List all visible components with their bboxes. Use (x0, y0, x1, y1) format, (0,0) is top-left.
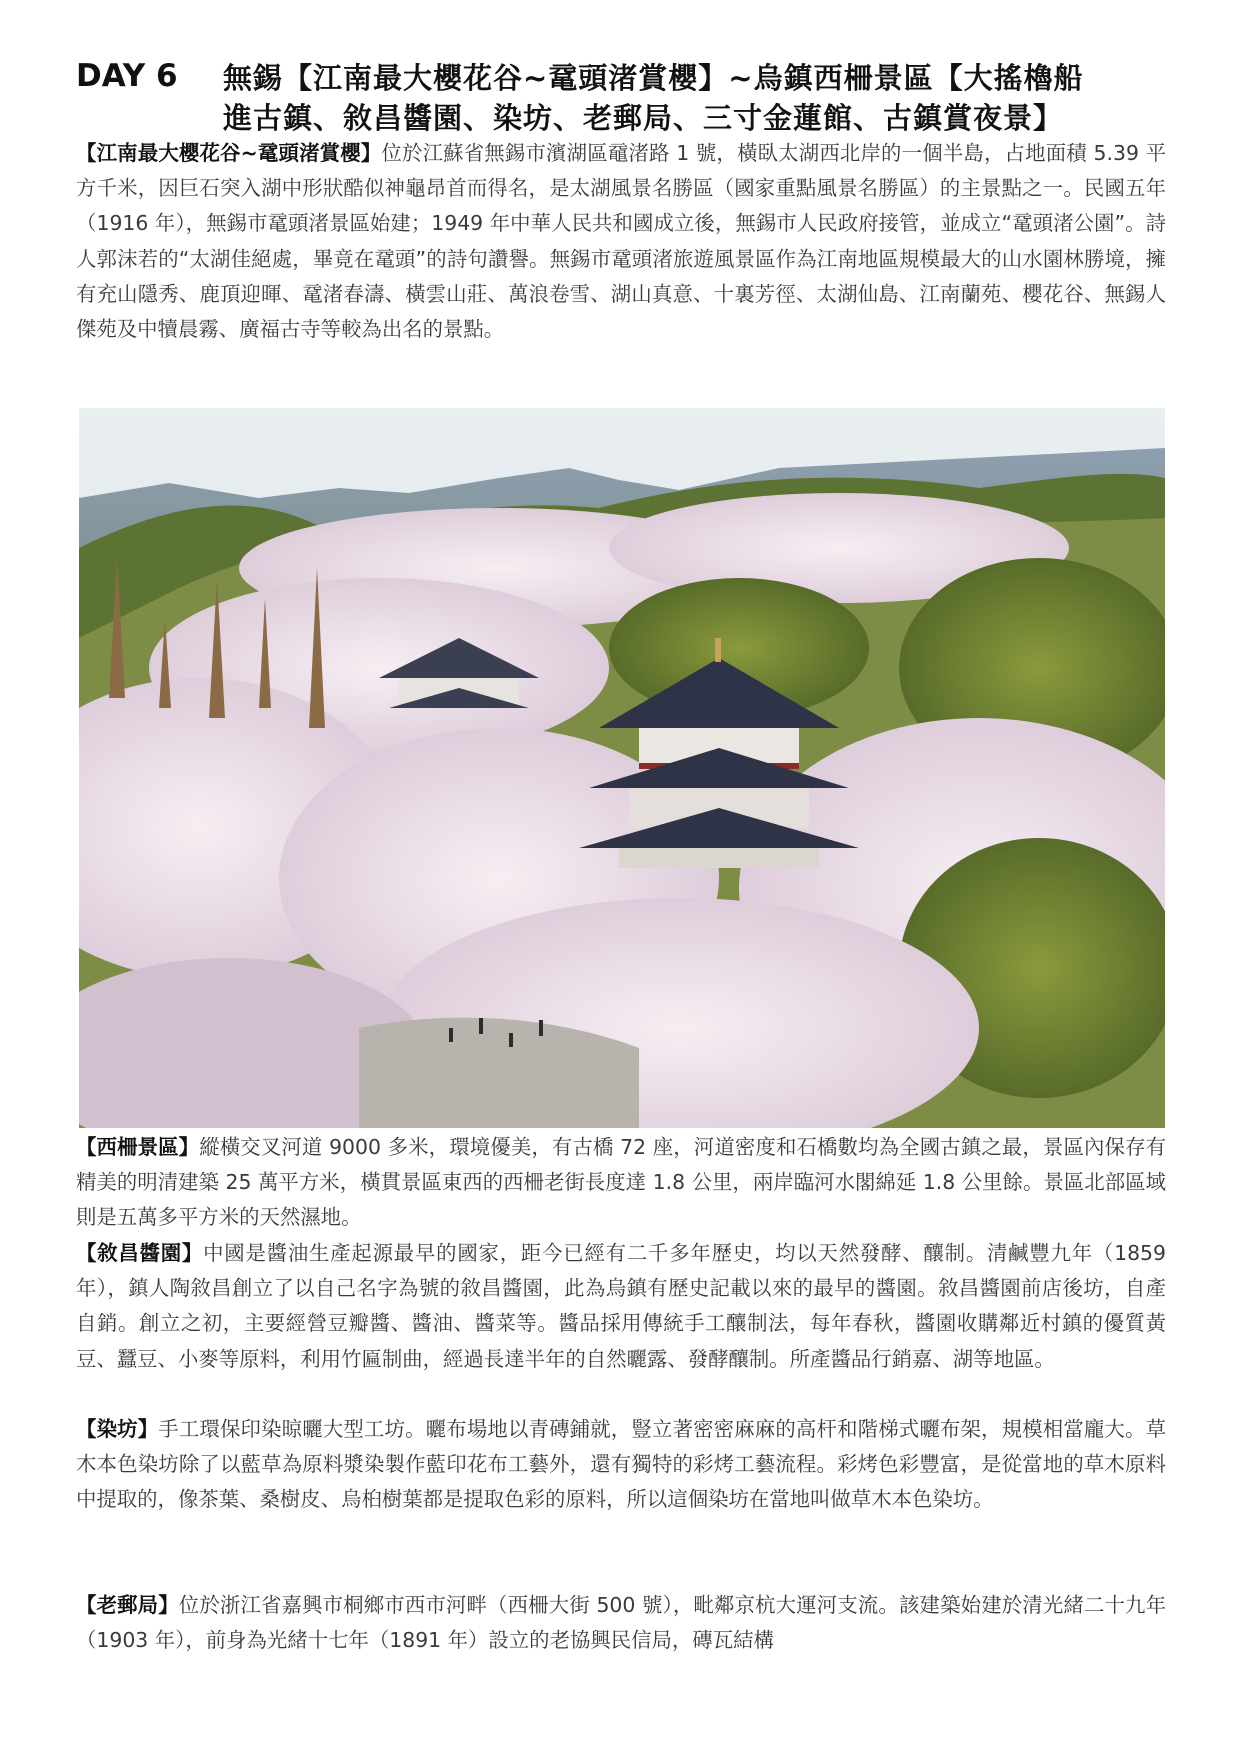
section-post-office (76, 1588, 1166, 1660)
section-heading: 【江南最大櫻花谷~鼋頭渚賞櫻】 (76, 141, 382, 165)
section-heading: 【敘昌醬園】 (76, 1241, 204, 1265)
section-xuchang (76, 1236, 1166, 1379)
section-text: 位於浙江省嘉興市桐鄉市西市河畔（西柵大街 500 號），毗鄰京杭大運河支流。該建築始建於清光緒二十九年（1903 年），前身為光緒十七年（1891 年）設立的老協興民信局，磚瓦結構 (76, 1593, 1166, 1653)
section-text: 中國是醬油生產起源最早的國家，距今已經有二千多年歷史，均以天然發酵、釀制。清鹹豐九年（1859 年），鎮人陶敘昌創立了以自己名字為號的敘昌醬園，此為烏鎮有歷史記載以來的最早的醬園。敘昌醬園前店後坊，自產自銷。創立之初，主要經營豆瓣醬、醬油、醬菜等。醬品採用傳統手工釀制法，每年春秋，醬園收購鄰近村鎮的優質黃豆、蠶豆、小麥等原料，利用竹匾制曲，經過長達半年的自然曬露、發酵釀制。所產醬品行銷嘉、湖等地區。 (76, 1241, 1167, 1371)
section-text: 縱橫交叉河道 9000 多米，環境優美，有古橋 72 座，河道密度和石橋數均為全國古鎮之最，景區內保存有精美的明清建築 25 萬平方米，橫貫景區東西的西柵老街長度達 1.8 公里，兩岸臨河水閣綿延 1.8 公里餘。景區北部區域則是五萬多平方米的天然濕地。 (76, 1135, 1167, 1230)
section-heading: 【老郵局】 (76, 1593, 179, 1617)
section-xizha (76, 1130, 1166, 1238)
day-title-line-1: 無錫【江南最大櫻花谷~鼋頭渚賞櫻】~烏鎮西柵景區【大搖櫓船 (223, 61, 1084, 95)
section-text: 位於江蘇省無錫市濱湖區黿渚路 1 號，橫臥太湖西北岸的一個半島，占地面積 5.39 平方千米，因巨石突入湖中形狀酷似神龜昂首而得名，是太湖風景名勝區（國家重點風景名勝區）的主景點之一。民國五年（1916 年），無錫市鼋頭渚景區始建；1949 年中華人民共和國成立後，無錫市人民政府接管，並成立“鼋頭渚公園”。詩人郭沫若的“太湖佳絕處，畢竟在鼋頭”的詩句讚譽。無錫市鼋頭渚旅遊風景區作為江南地區規模最大的山水園林勝境，擁有充山隱秀、鹿頂迎暉、鼋渚春濤、橫雲山莊、萬浪卷雪、湖山真意、十裏芳徑、太湖仙島、江南蘭苑、櫻花谷、無錫人傑苑及中犢晨霧、廣福古寺等較為出名的景點。 (76, 141, 1166, 342)
day-title (223, 58, 1158, 138)
day-title-line-2: 進古鎮、敘昌醬園、染坊、老郵局、三寸金蓮館、古鎮賞夜景】 (223, 101, 1064, 135)
section-text: 手工環保印染晾曬大型工坊。曬布場地以青磚鋪就，豎立著密密麻麻的高杆和階梯式曬布架，規模相當龐大。草木本色染坊除了以藍草為原料漿染製作藍印花布工藝外，還有獨特的彩烤工藝流程。彩烤色彩豐富，是從當地的草木原料中提取的，像茶葉、桑樹皮、烏桕樹葉都是提取色彩的原料，所以這個染坊在當地叫做草木本色染坊。 (76, 1417, 1166, 1512)
section-yuantouzhu (76, 136, 1166, 349)
section-heading: 【染坊】 (76, 1417, 159, 1441)
cherry-blossom-photo (79, 408, 1165, 1128)
section-ranfang (76, 1412, 1166, 1520)
section-heading: 【西柵景區】 (76, 1135, 200, 1159)
day-label: DAY 6 (76, 58, 178, 94)
